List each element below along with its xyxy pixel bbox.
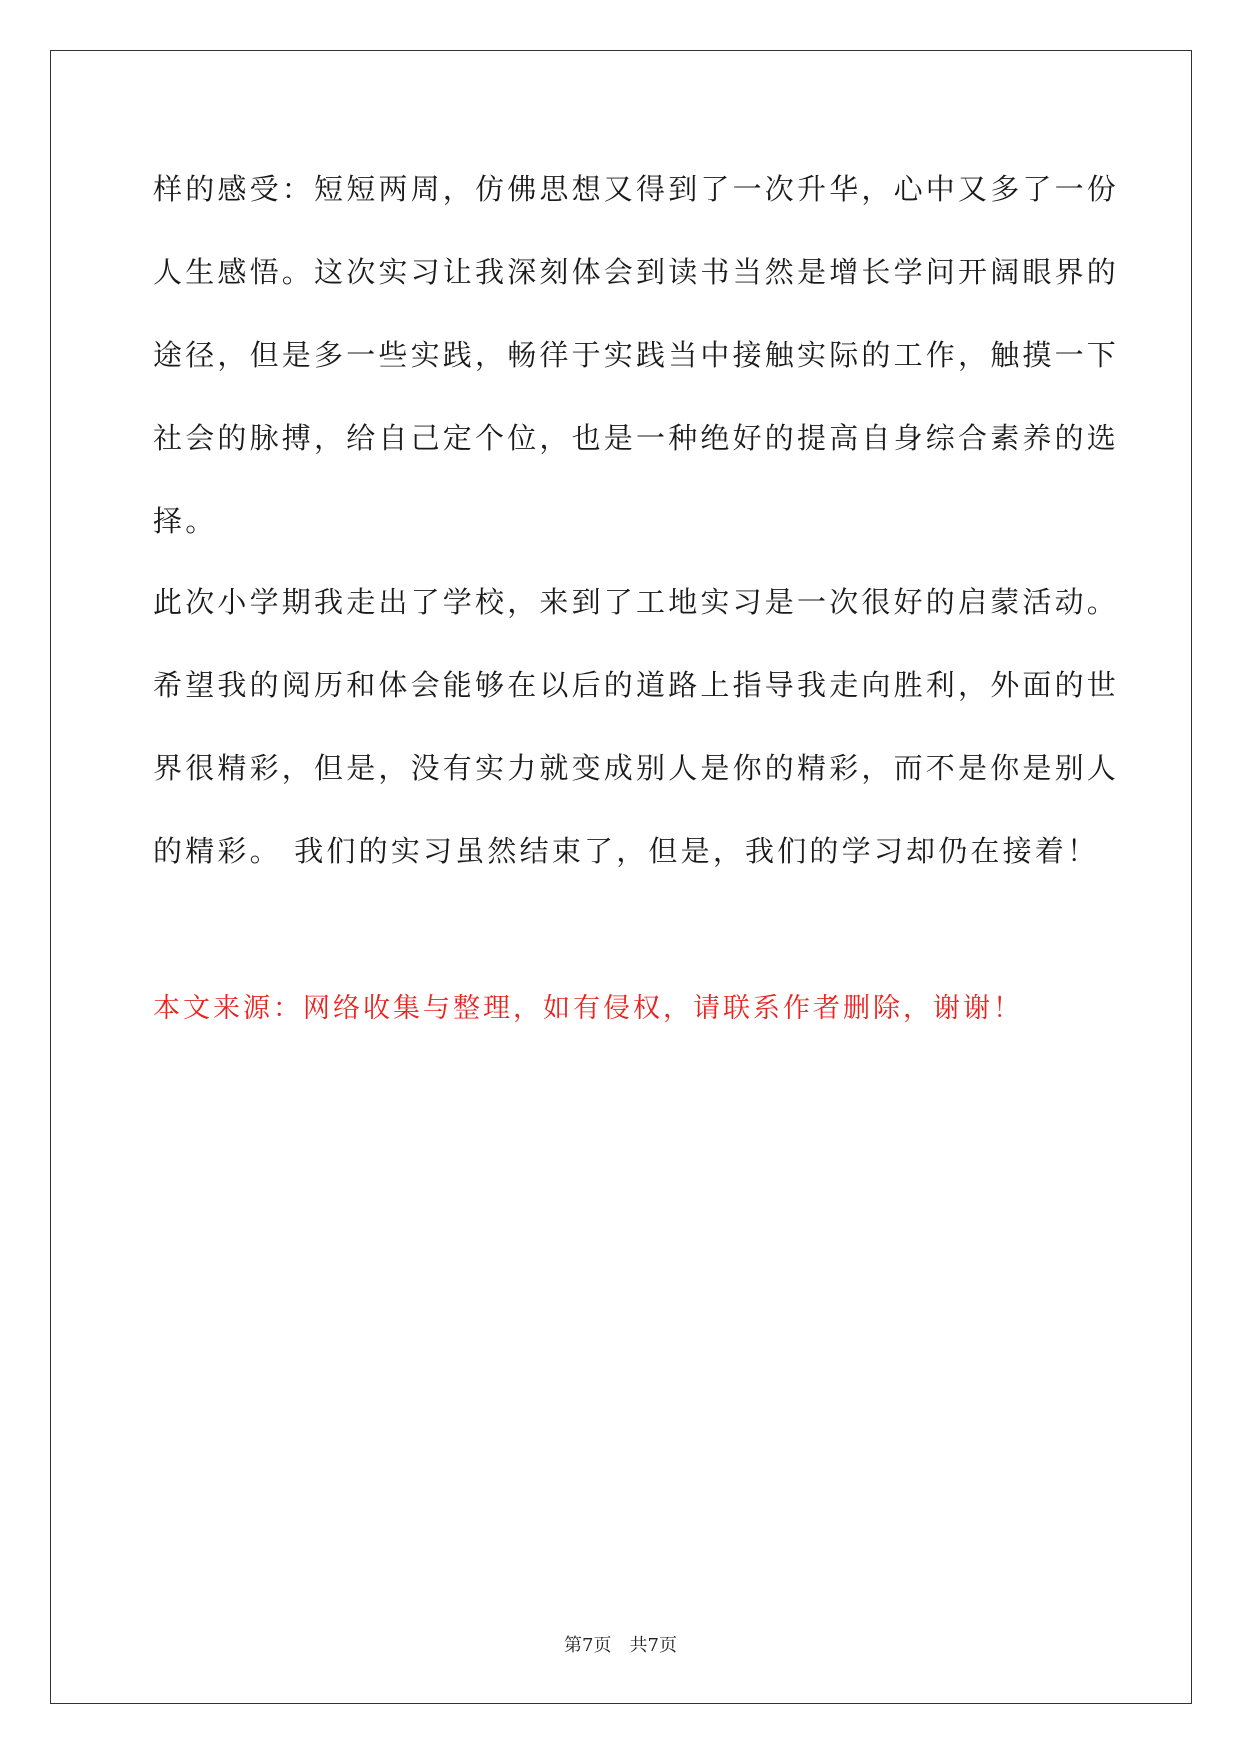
paragraph-line: 希望我的阅历和体会能够在以后的道路上指导我走向胜利，外面的世 xyxy=(153,668,1120,702)
page-border xyxy=(50,50,1192,1704)
paragraph-line: 界很精彩，但是，没有实力就变成别人是你的精彩，而不是你是别人 xyxy=(153,751,1120,785)
page-number: 第7页 共7页 xyxy=(564,1635,677,1656)
paragraph-line: 社会的脉搏，给自己定个位，也是一种绝好的提高自身综合素养的选 xyxy=(153,421,1120,455)
source-disclaimer: 本文来源：网络收集与整理，如有侵权，请联系作者删除，谢谢！ xyxy=(153,993,1023,1024)
paragraph-line: 此次小学期我走出了学校，来到了工地实习是一次很好的启蒙活动。 xyxy=(153,585,1120,619)
paragraph-line: 样的感受：短短两周，仿佛思想又得到了一次升华，心中又多了一份 xyxy=(153,172,1120,206)
paragraph-line: 途径，但是多一些实践，畅徉于实践当中接触实际的工作，触摸一下 xyxy=(153,338,1120,372)
paragraph-line: 择。 xyxy=(153,504,218,538)
paragraph-line: 的精彩。 我们的实习虽然结束了，但是，我们的学习却仍在接着！ xyxy=(153,834,1100,868)
paragraph-line: 人生感悟。这次实习让我深刻体会到读书当然是增长学问开阔眼界的 xyxy=(153,255,1120,289)
